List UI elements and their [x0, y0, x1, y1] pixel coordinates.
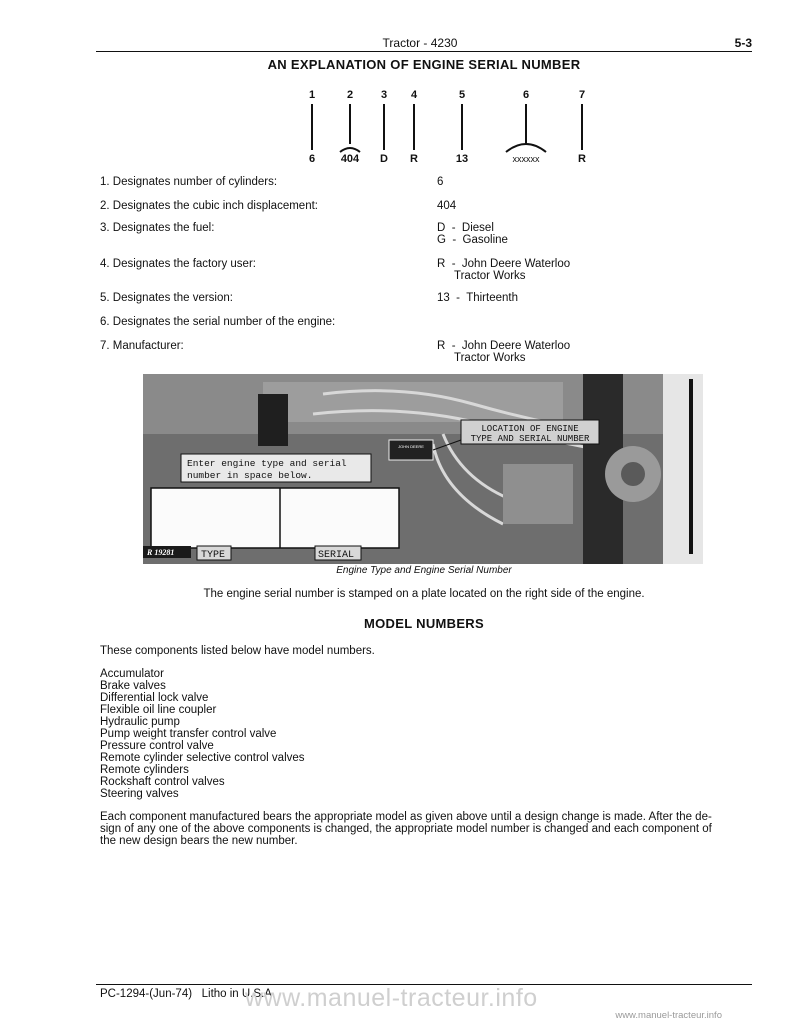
- serial-value-5: 13 - Thirteenth: [437, 292, 518, 304]
- serial-item-7: 7. Manufacturer:: [100, 340, 184, 352]
- list-item: Pressure control valve: [100, 740, 214, 752]
- diagram-top-6: 6: [522, 89, 530, 101]
- serial-value-2: 404: [437, 200, 457, 212]
- diagram-top-3: 3: [380, 89, 388, 101]
- svg-text:Enter engine type and serial: Enter engine type and serial: [187, 458, 347, 469]
- diagram-top-2: 2: [346, 89, 354, 101]
- list-item: Pump weight transfer control valve: [100, 728, 277, 740]
- diagram-code-1: 6: [308, 153, 316, 165]
- header-rule: [96, 51, 752, 52]
- serial-item-6: 6. Designates the serial number of the engine:: [100, 316, 336, 328]
- engine-photo: [143, 374, 703, 564]
- list-item: Hydraulic pump: [100, 716, 180, 728]
- diagram-top-5: 5: [458, 89, 466, 101]
- svg-text:number in space below.: number in space below.: [187, 470, 313, 481]
- list-item: Brake valves: [100, 680, 166, 692]
- model-numbers-intro: These components listed below have model numbers.: [100, 645, 375, 657]
- type-label: TYPE: [201, 550, 226, 561]
- diagram-code-2: 404: [340, 153, 360, 165]
- list-item: Accumulator: [100, 668, 164, 680]
- svg-text:TYPE AND SERIAL NUMBER: TYPE AND SERIAL NUMBER: [470, 434, 590, 444]
- serial-number-diagram: [290, 86, 610, 170]
- svg-text:LOCATION OF ENGINE: LOCATION OF ENGINE: [481, 424, 579, 434]
- list-item: Differential lock valve: [100, 692, 209, 704]
- list-item: Remote cylinder selective control valves: [100, 752, 305, 764]
- watermark: www.manuel-tracteur.info: [245, 984, 538, 1012]
- list-item: Flexible oil line coupler: [100, 704, 217, 716]
- serial-entry-box: [151, 488, 399, 548]
- diagram-code-6: xxxxxx: [512, 154, 540, 164]
- document-title: Tractor - 4230: [382, 36, 458, 50]
- list-item: Rockshaft control valves: [100, 776, 225, 788]
- diagram-top-4: 4: [410, 89, 418, 101]
- section-heading-model-numbers: MODEL NUMBERS: [364, 616, 484, 631]
- serial-value-1: 6: [437, 176, 444, 188]
- photo-caption: Engine Type and Engine Serial Number: [336, 565, 512, 576]
- component-list: [100, 668, 305, 800]
- diagram-code-5: 13: [455, 153, 469, 165]
- serial-item-3: 3. Designates the fuel:: [100, 222, 215, 234]
- photo-ref-number: R 19281: [147, 548, 175, 557]
- serial-item-1: 1. Designates number of cylinders:: [100, 176, 278, 188]
- serial-item-5: 5. Designates the version:: [100, 292, 233, 304]
- serial-value-4: R - John Deere Waterloo Tractor Works: [437, 258, 571, 282]
- footer-print-info: PC-1294-(Jun-74) Litho in U.S.A.: [100, 988, 276, 1000]
- serial-value-3: D - Diesel G - Gasoline: [437, 222, 508, 246]
- diagram-top-7: 7: [578, 89, 586, 101]
- serial-statement: The engine serial number is stamped on a plate located on the right side of the engine.: [203, 588, 645, 600]
- serial-value-7: R - John Deere Waterloo Tractor Works: [437, 340, 571, 364]
- engine-dark-component: [258, 394, 288, 446]
- serial-item-4: 4. Designates the factory user:: [100, 258, 256, 270]
- diagram-top-1: 1: [308, 89, 316, 101]
- list-item: Steering valves: [100, 788, 179, 800]
- section-heading-serial: AN EXPLANATION OF ENGINE SERIAL NUMBER: [267, 57, 581, 72]
- serial-label: SERIAL: [318, 550, 355, 561]
- watermark-small: www.manuel-tracteur.info: [615, 1010, 722, 1021]
- list-item: Remote cylinders: [100, 764, 189, 776]
- diagram-code-7: R: [578, 153, 586, 165]
- page-number: 5-3: [734, 36, 752, 50]
- serial-item-2: 2. Designates the cubic inch displacement:: [100, 200, 318, 212]
- serial-plate: [389, 440, 433, 460]
- diagram-code-3: D: [380, 153, 388, 165]
- closing-paragraph: Each component manufactured bears the appropriate model as given above until a design change is made. After the de- sign of any one of the above components is changed, the appropriate model number is changed and each component of the new design bears the new number.: [100, 811, 712, 847]
- diagram-code-4: R: [410, 153, 418, 165]
- svg-text:JOHN DEERE: JOHN DEERE: [398, 444, 424, 449]
